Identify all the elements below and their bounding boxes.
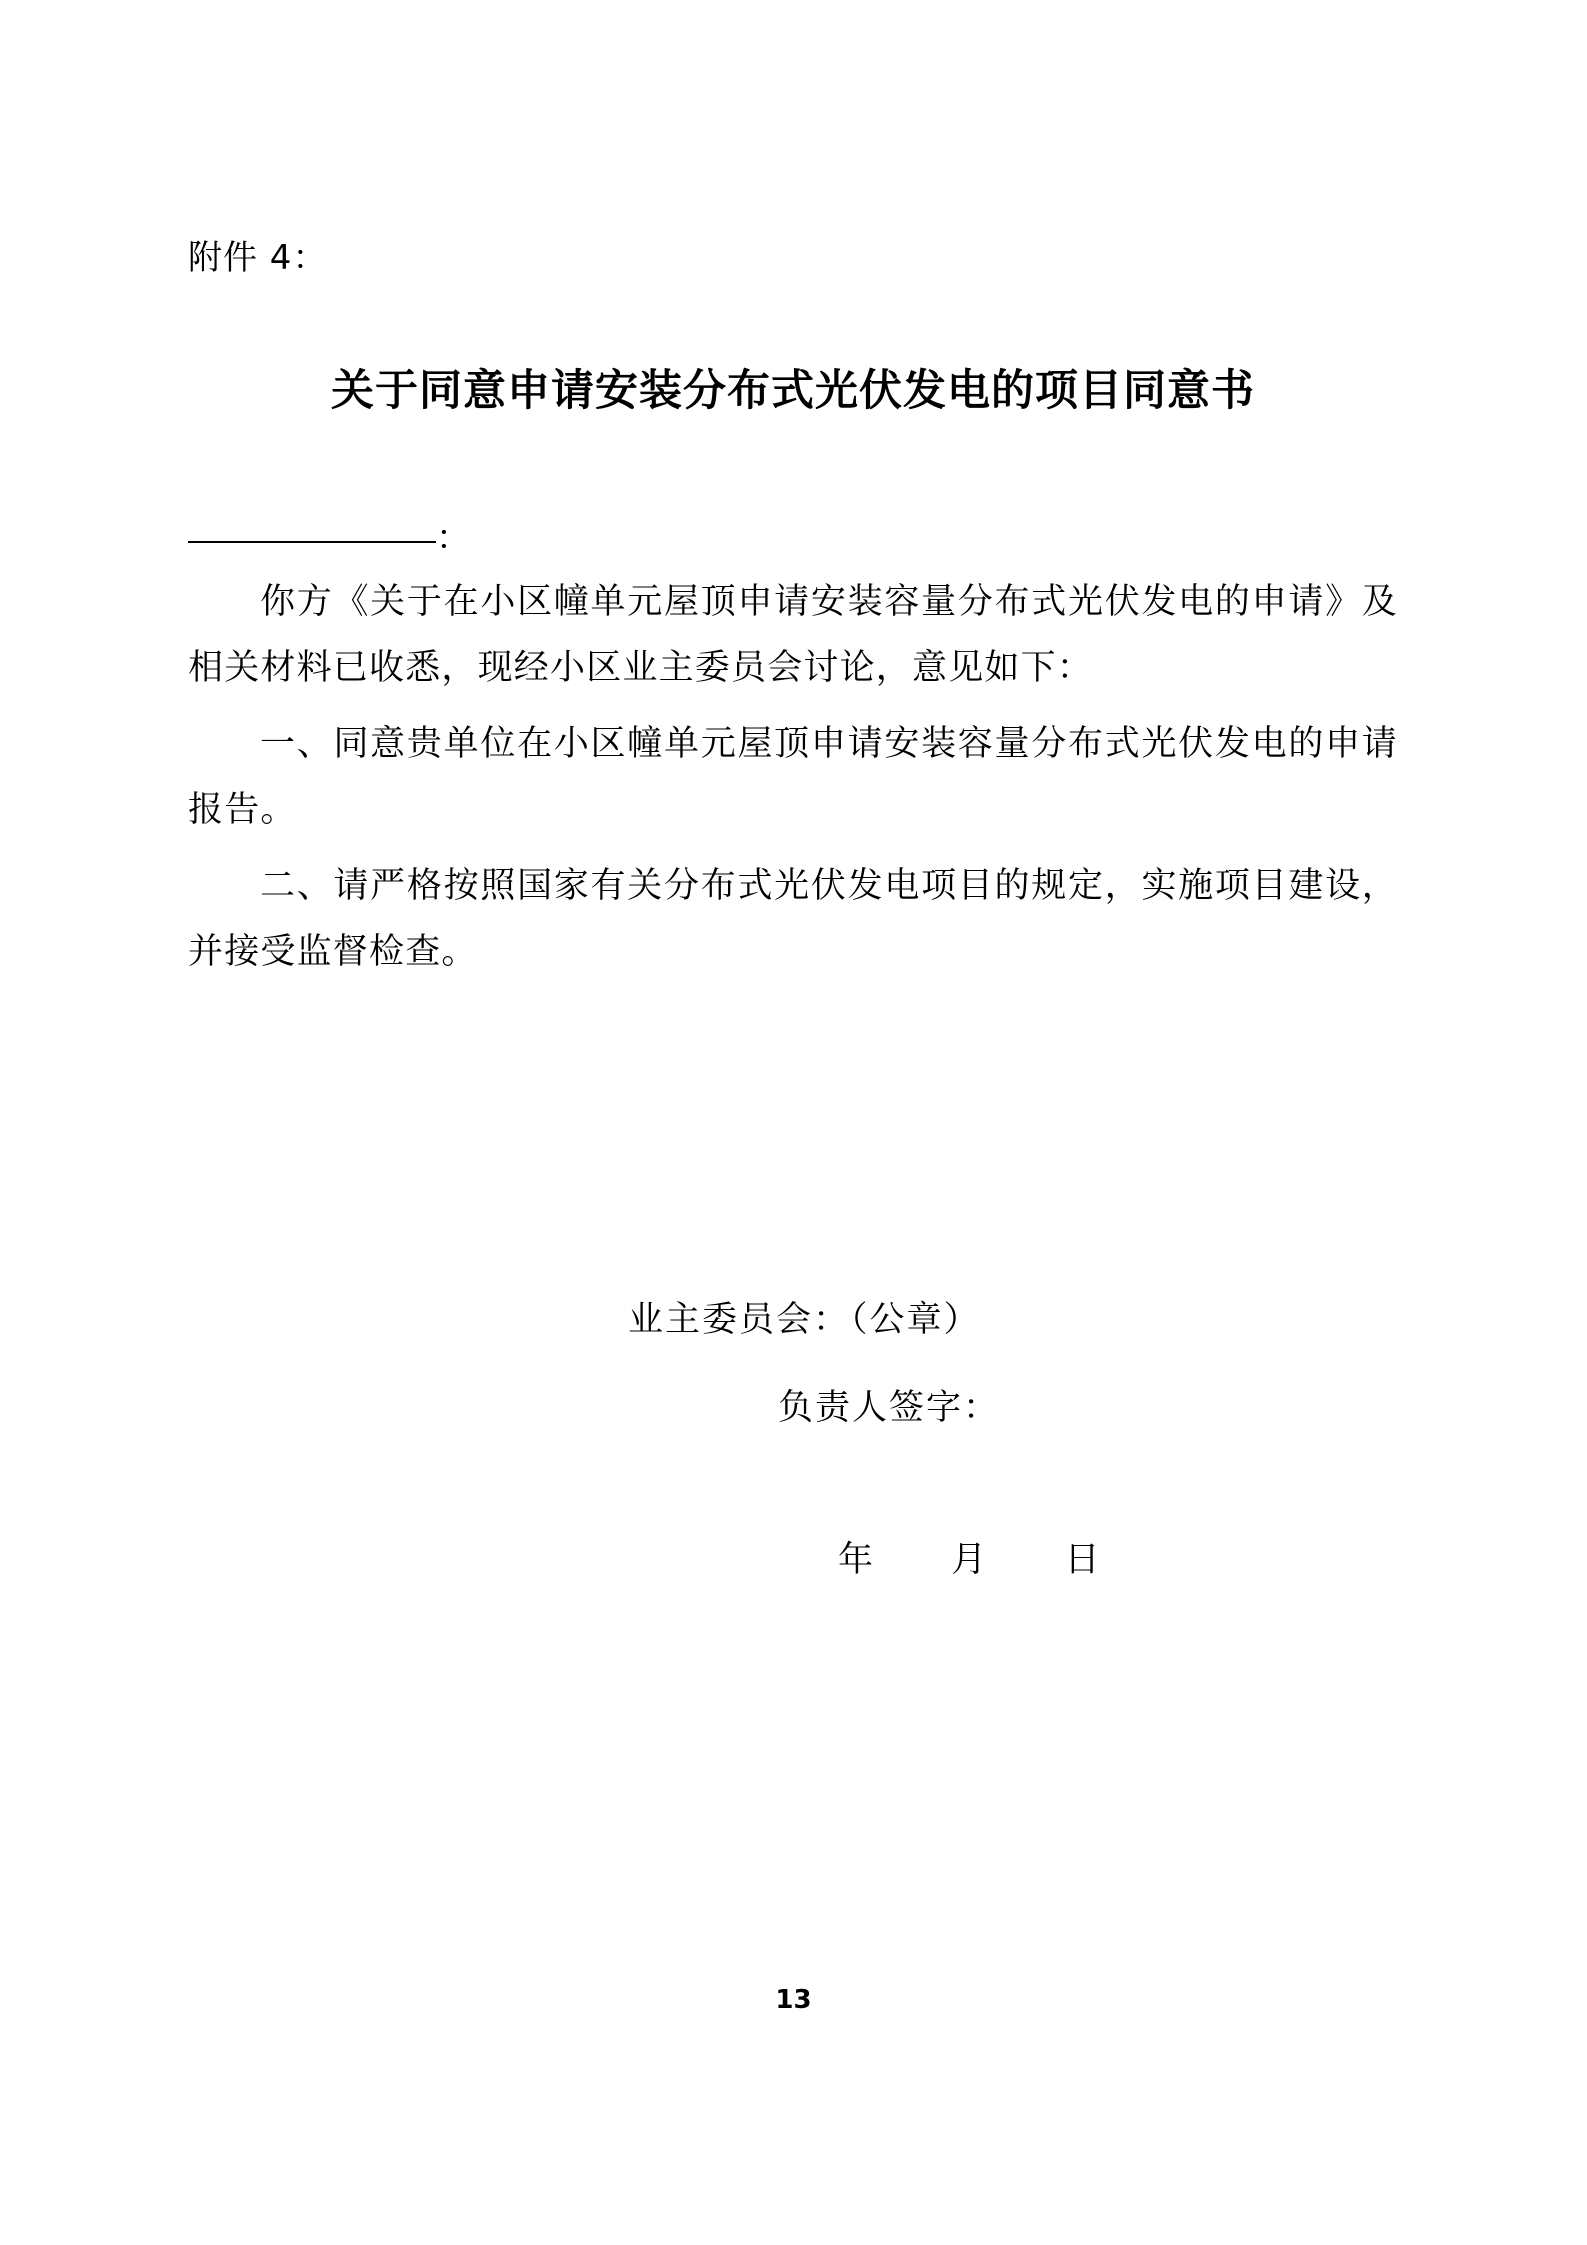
signature-block: [188, 1285, 1398, 1595]
recipient-blank-field[interactable]: [188, 540, 436, 543]
recipient-line: [188, 510, 1398, 559]
attachment-label: 附件 4：: [188, 238, 328, 278]
signature-person: 负责人签字：: [778, 1388, 1001, 1428]
recipient-colon: ：: [436, 518, 470, 558]
date-year-label: 年: [838, 1540, 876, 1580]
date-month-label: 月: [951, 1540, 989, 1580]
signature-date: [188, 1525, 1398, 1595]
paragraph-intro: 你方《关于在小区幢单元屋顶申请安装容量分布式光伏发电的申请》及相关材料已收悉，现经小区业主委员会讨论，意见如下：: [188, 582, 1398, 688]
page-title: 关于同意申请安装分布式光伏发电的项目同意书: [331, 366, 1255, 416]
page-number: 13: [775, 1985, 812, 2015]
signature-committee: 业主委员会：（公章）: [628, 1300, 981, 1340]
paragraph-item-1: 一、同意贵单位在小区幢单元屋顶申请安装容量分布式光伏发电的申请报告。: [188, 724, 1398, 830]
document-content: [188, 0, 1398, 1595]
date-day-label: 日: [1064, 1540, 1102, 1580]
paragraph-item-2: 二、请严格按照国家有关分布式光伏发电项目的规定，实施项目建设，并接受监督检查。: [188, 866, 1398, 972]
